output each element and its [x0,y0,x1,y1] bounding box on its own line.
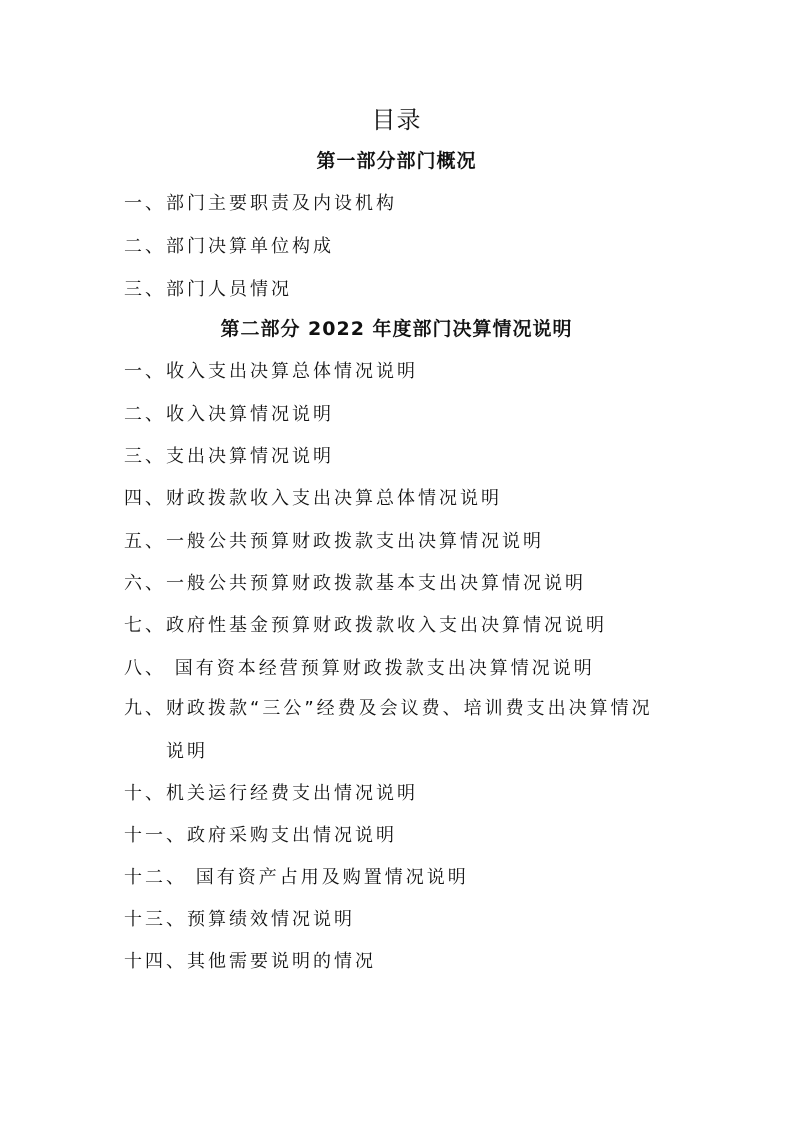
toc-item-part2-7: 七、政府性基金预算财政拨款收入支出决算情况说明 [124,615,607,636]
part1-heading: 第一部分部门概况 [316,150,477,172]
page-title: 目录 [371,106,422,134]
toc-item-part2-12: 十二、 国有资产占用及购置情况说明 [124,867,469,888]
toc-item-part2-9: 九、财政拨款“三公”经费及会议费、培训费支出决算情况 [124,698,653,719]
toc-item-part2-2: 二、收入决算情况说明 [124,404,334,425]
toc-item-part2-6: 六、一般公共预算财政拨款基本支出决算情况说明 [124,573,586,594]
toc-item-part2-10: 十、机关运行经费支出情况说明 [124,783,418,804]
toc-item-part2-13: 十三、预算绩效情况说明 [124,909,355,930]
toc-item-part1-2: 二、部门决算单位构成 [124,236,334,257]
toc-item-part2-3: 三、支出决算情况说明 [124,446,334,467]
toc-item-part2-14: 十四、其他需要说明的情况 [124,951,376,972]
toc-item-part2-5: 五、一般公共预算财政拨款支出决算情况说明 [124,531,544,552]
toc-item-part2-4: 四、财政拨款收入支出决算总体情况说明 [124,488,502,509]
toc-item-part2-11: 十一、政府采购支出情况说明 [124,825,397,846]
toc-item-part2-1: 一、收入支出决算总体情况说明 [124,361,418,382]
part2-heading: 第二部分 2022 年度部门决算情况说明 [220,318,573,340]
toc-item-part2-8: 八、 国有资本经营预算财政拨款支出决算情况说明 [124,658,595,679]
toc-item-part2-9-continuation: 说明 [166,741,208,762]
toc-item-part1-1: 一、部门主要职责及内设机构 [124,193,397,214]
toc-item-part1-3: 三、部门人员情况 [124,279,292,300]
